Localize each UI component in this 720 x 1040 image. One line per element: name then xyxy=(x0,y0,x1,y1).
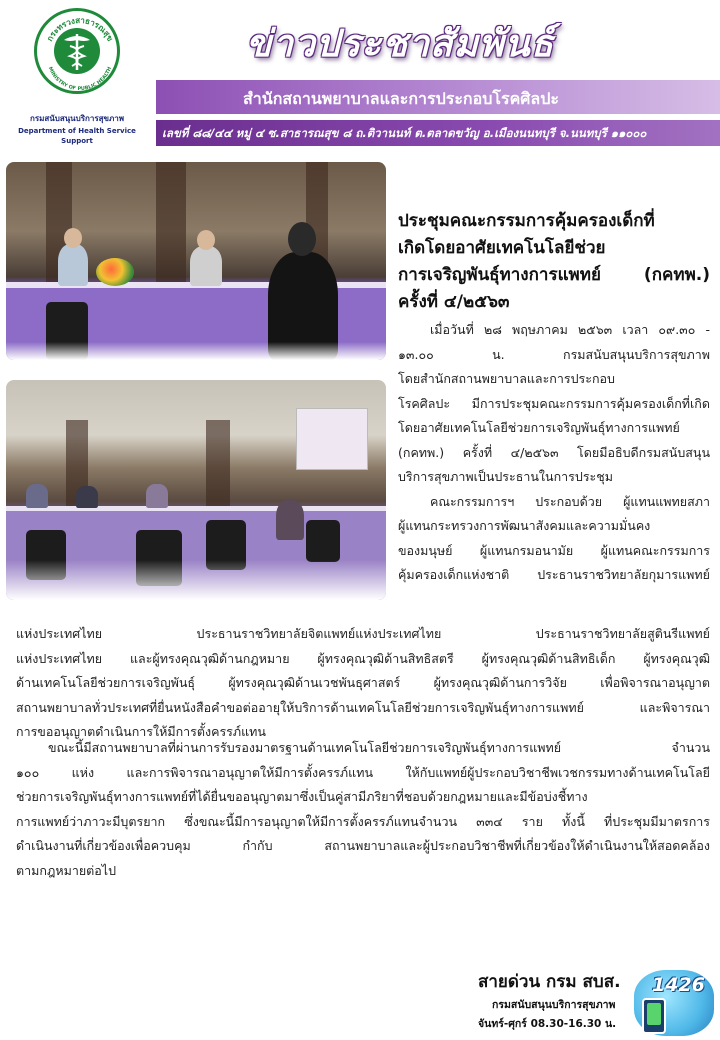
hotline-department: กรมสนับสนุนบริการสุขภาพ xyxy=(492,999,616,1011)
body-line: (กคทพ.) ครั้งที่ ๔/๒๕๖๓ โดยมีอธิบดีกรมสนับสนุน xyxy=(398,444,710,460)
address-text: เลขที่ ๘๘/๔๔ หมู่ ๔ ซ.สาธารณสุข ๘ ถ.ติวานนท์ ต.ตลาดขวัญ อ.เมืองนนทบุรี จ.นนทบุรี ๑๑๐๐๐ xyxy=(162,126,647,140)
body-line: ขณะนี้มีสถานพยาบาลที่ผ่านการรับรองมาตรฐานด้านเทคโนโลยีช่วยการเจริญพันธุ์ทางการแพทย์ จำนวน xyxy=(48,740,710,755)
article-title-line: ประชุมคณะกรรมการคุ้มครองเด็กที่ xyxy=(398,211,655,231)
body-line: เมื่อวันที่ ๒๘ พฤษภาคม ๒๕๖๓ เวลา ๐๙.๓๐ - xyxy=(430,322,710,337)
body-line: แห่งประเทศไทย ประธานราชวิทยาลัยจิตแพทย์แห่งประเทศไทย ประธานราชวิทยาลัยสูตินรีแพทย์ xyxy=(16,626,710,641)
body-line: ของมนุษย์ ผู้แทนกรมอนามัย ผู้แทนคณะกรรมการ xyxy=(398,542,710,558)
department-band xyxy=(156,80,720,114)
article-title xyxy=(398,208,710,316)
ministry-logo xyxy=(6,6,148,156)
address-bar xyxy=(156,120,720,146)
article-paragraph-2 xyxy=(16,736,710,883)
body-line: ตามกฎหมายต่อไป xyxy=(16,862,117,878)
article-title-line: การเจริญพันธุ์ทางการแพทย์ (กคทพ.) xyxy=(398,265,710,285)
body-line: ดำเนินงานที่เกี่ยวข้องเพื่อควบคุม กำกับ สถานพยาบาลและผู้ประกอบวิชาชีพที่เกี่ยวข้องให้ดำเนินงานให้สอดคล้อง xyxy=(16,838,710,853)
body-line: ช่วยการเจริญพันธุ์ทางการแพทย์ที่ได้ยื่นขออนุญาตมาซึ่งเป็นคู่สามีภริยาที่ชอบด้วยกฎหมายและมีข้อบ่งชี้ทาง xyxy=(16,789,588,804)
body-line: บริการสุขภาพเป็นประธานในการประชุม xyxy=(398,469,613,484)
body-line: โดยอาศัยเทคโนโลยีช่วยการเจริญพันธุ์ทางการแพทย์ xyxy=(398,420,680,435)
body-line: โรคศิลปะ มีการประชุมคณะกรรมการคุ้มครองเด็กที่เกิด xyxy=(398,395,710,411)
logo-caption-th: กรมสนับสนุนบริการสุขภาพ xyxy=(29,114,125,123)
article-title-line: เกิดโดยอาศัยเทคโนโลยีช่วย xyxy=(398,238,606,258)
body-line: คณะกรรมการฯ ประกอบด้วย ผู้แทนแพทยสภา xyxy=(430,493,710,509)
body-line: ผู้แทนกระทรวงการพัฒนาสังคมและความมั่นคง xyxy=(398,518,651,533)
body-line: โดยสำนักสถานพยาบาลและการประกอบ xyxy=(398,371,615,386)
hotline-hours: จันทร์-ศุกร์ 08.30-16.30 น. xyxy=(478,1018,617,1030)
body-line: ๑๓.๐๐ น. กรมสนับสนุนบริการสุขภาพ xyxy=(398,346,710,362)
body-line: คุ้มครองเด็กแห่งชาติ ประธานราชวิทยาลัยกุมารแพทย์ xyxy=(398,567,710,582)
body-line: สถานพยาบาลทั่วประเทศที่ยื่นหนังสือคำขอต่ออายุให้บริการด้านเทคโนโลยีช่วยการเจริญพันธุ์ทางการแพทย์ และพิจารณา xyxy=(16,699,710,715)
body-line: การขออนุญาตดำเนินการให้มีการตั้งครรภ์แทน xyxy=(16,724,266,739)
hotline-box xyxy=(474,966,720,1040)
body-line: ๑๐๐ แห่ง และการพิจารณาอนุญาตให้มีการตั้งครรภ์แทน ให้กับแพทย์ผู้ประกอบวิชาชีพเวชกรรมทางด้านเทคโนโลยี xyxy=(16,764,710,780)
logo-caption-en: Department of Health Service Support xyxy=(18,127,136,145)
article-title-line: ครั้งที่ ๔/๒๕๖๓ xyxy=(398,292,510,312)
body-line: ด้านเทคโนโลยีช่วยการเจริญพันธุ์ ผู้ทรงคุณวุฒิด้านเวชพันธุศาสตร์ ผู้ทรงคุณวุฒิด้านการวิจัย เพื่อพิจารณาอนุญาต xyxy=(16,675,710,690)
svg-text:กระทรวงสาธารณสุข: กระทรวงสาธารณสุข xyxy=(45,15,115,43)
body-line: แห่งประเทศไทย และผู้ทรงคุณวุฒิด้านกฎหมาย ผู้ทรงคุณวุฒิด้านสิทธิสตรี ผู้ทรงคุณวุฒิด้านสิทธิเด็ก ผู้ทรงคุณวุฒิ xyxy=(16,650,710,666)
page-header xyxy=(0,0,720,160)
logo-emblem xyxy=(34,8,120,94)
department-name: สำนักสถานพยาบาลและการประกอบโรคศิลปะ xyxy=(243,89,559,108)
body-line: การแพทย์ว่าภาวะมีบุตรยาก ซึ่งขณะนี้มีการอนุญาตให้มีการตั้งครรภ์แทนจำนวน ๓๓๔ ราย ทั้งนี้ ที่ประชุมมีมาตรการ xyxy=(16,813,710,829)
article-body-right xyxy=(398,318,710,588)
hotline-number: 1426 xyxy=(652,974,705,996)
caduceus-icon xyxy=(54,28,100,74)
meeting-photo-1 xyxy=(6,162,386,360)
page-title: ข่าวประชาสัมพันธ์ xyxy=(246,21,555,65)
hotline-title: สายด่วน กรม สบส. xyxy=(478,972,621,992)
phone-icon xyxy=(642,998,666,1034)
article-body-full xyxy=(16,622,710,745)
svg-text:MINISTRY OF PUBLIC HEALTH: MINISTRY OF PUBLIC HEALTH xyxy=(46,66,114,93)
meeting-photo-2 xyxy=(6,380,386,600)
